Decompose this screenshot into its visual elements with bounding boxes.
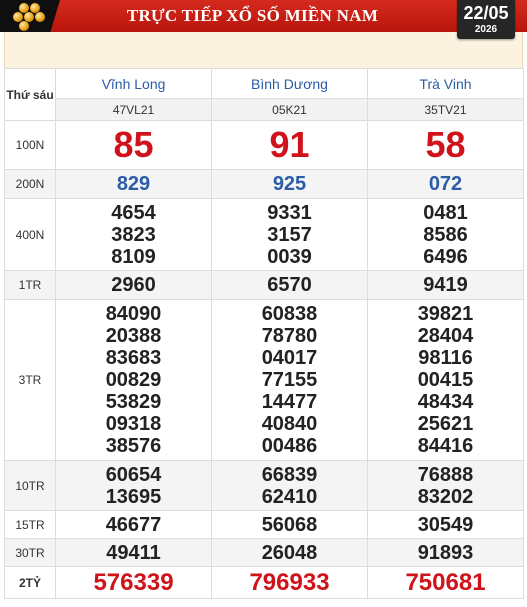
prize-number: 58 bbox=[368, 121, 524, 170]
prize-number: 30549 bbox=[368, 511, 524, 539]
prize-label: 400N bbox=[5, 199, 56, 271]
prize-label: 10TR bbox=[5, 461, 56, 511]
prize-row-g1 bbox=[5, 539, 524, 567]
special-prize-number: 576339 bbox=[56, 567, 212, 599]
ticket-code: 47VL21 bbox=[56, 99, 212, 121]
prize-number: 3823 bbox=[111, 223, 156, 246]
prize-number: 78780 bbox=[261, 325, 318, 347]
prize-number-stack bbox=[212, 461, 368, 511]
prize-number: 60838 bbox=[261, 303, 318, 325]
prize-number: 2960 bbox=[56, 271, 212, 300]
ad-banner bbox=[4, 32, 523, 68]
prize-number: 83202 bbox=[417, 485, 474, 508]
prize-row-g4 bbox=[5, 300, 524, 461]
prize-number: 9419 bbox=[368, 271, 524, 300]
prize-label: 30TR bbox=[5, 539, 56, 567]
prize-number: 925 bbox=[212, 170, 368, 199]
prize-number: 0039 bbox=[267, 245, 312, 268]
prize-number-stack bbox=[368, 199, 524, 271]
prize-number: 00829 bbox=[105, 369, 162, 391]
prize-number: 53829 bbox=[105, 391, 162, 413]
date-day-month: 22/05 bbox=[463, 3, 509, 23]
ticket-code: 05K21 bbox=[212, 99, 368, 121]
prize-label: 200N bbox=[5, 170, 56, 199]
prize-number: 76888 bbox=[417, 463, 474, 486]
prize-number-stack bbox=[56, 199, 212, 271]
prize-number: 40840 bbox=[261, 413, 318, 435]
prize-number: 91 bbox=[212, 121, 368, 170]
prize-number: 829 bbox=[56, 170, 212, 199]
prize-label: 15TR bbox=[5, 511, 56, 539]
prize-row-g8 bbox=[5, 121, 524, 170]
prize-number: 072 bbox=[368, 170, 524, 199]
province-tra-vinh[interactable]: Trà Vinh bbox=[368, 69, 524, 99]
prize-number: 39821 bbox=[417, 303, 474, 325]
special-prize-number: 796933 bbox=[212, 567, 368, 599]
prize-number-stack bbox=[212, 199, 368, 271]
prize-number: 26048 bbox=[212, 539, 368, 567]
prize-number: 62410 bbox=[261, 485, 318, 508]
prize-number: 84090 bbox=[105, 303, 162, 325]
prize-number-stack bbox=[368, 300, 524, 461]
prize-number: 09318 bbox=[105, 413, 162, 435]
province-binh-duong[interactable]: Bình Dương bbox=[212, 69, 368, 99]
prize-label: 2TỶ bbox=[5, 567, 56, 599]
results-table bbox=[4, 68, 524, 599]
prize-number-stack bbox=[56, 461, 212, 511]
province-vinh-long[interactable]: Vĩnh Long bbox=[56, 69, 212, 99]
prize-number: 6570 bbox=[212, 271, 368, 300]
prize-number: 28404 bbox=[417, 325, 474, 347]
prize-number: 0481 bbox=[423, 201, 468, 224]
prize-number: 46677 bbox=[56, 511, 212, 539]
prize-number: 98116 bbox=[418, 347, 473, 369]
special-prize-number: 750681 bbox=[368, 567, 524, 599]
prize-number: 77155 bbox=[261, 369, 318, 391]
prize-number: 6496 bbox=[423, 245, 468, 268]
prize-row-g5 bbox=[5, 271, 524, 300]
date-year: 2026 bbox=[474, 24, 498, 35]
prize-number: 83683 bbox=[105, 347, 162, 369]
prize-number-stack bbox=[212, 300, 368, 461]
prize-number: 8109 bbox=[111, 245, 156, 268]
prize-number: 91893 bbox=[368, 539, 524, 567]
prize-label: 100N bbox=[5, 121, 56, 170]
prize-number: 00486 bbox=[261, 435, 318, 457]
header-bar bbox=[0, 0, 527, 35]
prize-label: 1TR bbox=[5, 271, 56, 300]
prize-number: 66839 bbox=[261, 463, 318, 486]
prize-number: 85 bbox=[56, 121, 212, 170]
prize-number: 38576 bbox=[105, 435, 162, 457]
prize-number: 60654 bbox=[105, 463, 162, 486]
prize-number: 13695 bbox=[105, 485, 162, 508]
prize-number: 56068 bbox=[212, 511, 368, 539]
prize-row-g6 bbox=[5, 199, 524, 271]
prize-number: 20388 bbox=[105, 325, 162, 347]
prize-number: 14477 bbox=[261, 391, 318, 413]
prize-number-stack bbox=[56, 300, 212, 461]
prize-number: 9331 bbox=[267, 201, 312, 224]
prize-number: 8586 bbox=[423, 223, 468, 246]
prize-row-special bbox=[5, 567, 524, 599]
page-title: TRỰC TIẾP XỔ SỐ MIỀN NAM bbox=[126, 6, 379, 25]
prize-row-g2 bbox=[5, 511, 524, 539]
prize-number: 84416 bbox=[417, 435, 474, 457]
prize-row-g7 bbox=[5, 170, 524, 199]
prize-number: 4654 bbox=[111, 201, 156, 224]
prize-number: 04017 bbox=[261, 347, 318, 369]
prize-row-g3 bbox=[5, 461, 524, 511]
prize-number: 3157 bbox=[267, 223, 312, 246]
ticket-code: 35TV21 bbox=[368, 99, 524, 121]
prize-number: 48434 bbox=[417, 391, 474, 413]
date-badge bbox=[457, 0, 515, 39]
prize-number: 49411 bbox=[56, 539, 212, 567]
prize-number-stack bbox=[368, 461, 524, 511]
prize-label: 3TR bbox=[5, 300, 56, 461]
prize-number: 00415 bbox=[417, 369, 474, 391]
weekday-label: Thứ sáu bbox=[5, 69, 56, 121]
prize-number: 25621 bbox=[417, 413, 474, 435]
